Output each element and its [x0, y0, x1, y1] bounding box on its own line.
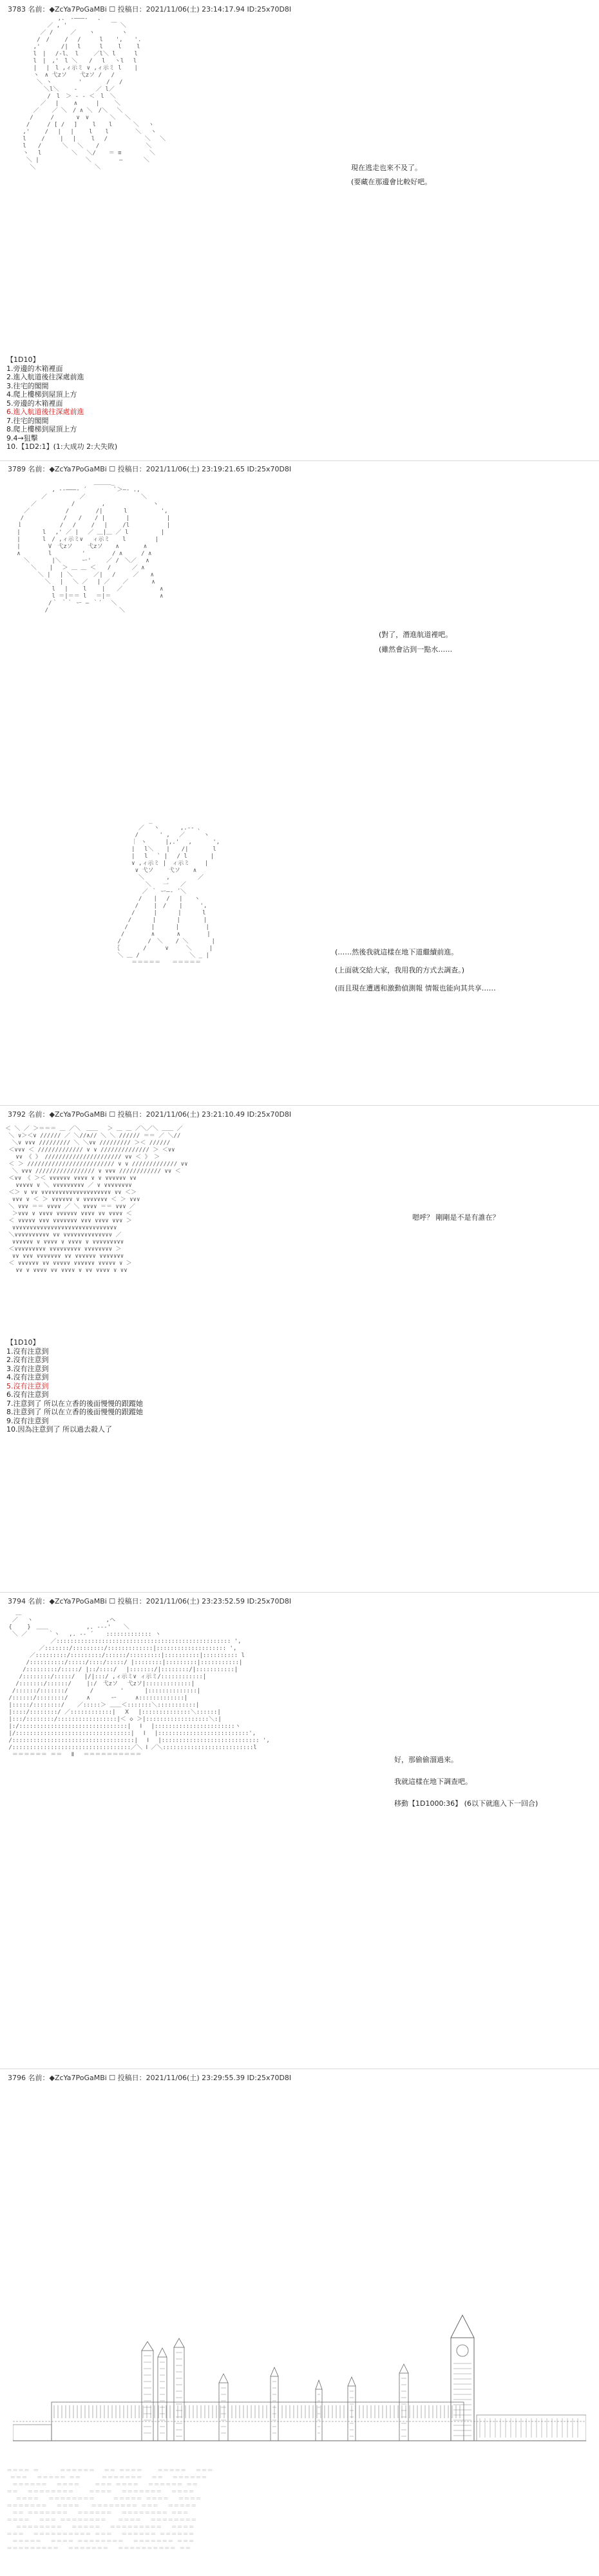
dice-title: 【1D10】: [6, 1338, 40, 1347]
speech-line-2: (要藏在那邊會比較好吧。: [351, 178, 432, 186]
ascii-art-figure: ,. -―――- . ／ , ' ￣ ＼ ／ / ／ ヽ ヽ / / / / l ', '. ,' /| l l l l l | /‐l、 l ／l＼ l l l | ,' l ＼ / l ヽl l | | l ,ィ示ミ ∨ ,ィ示ミ l | ヽ ∧ 弋zソ 弋zソ / / ＼ ヽ ' / / ＼l＼ ‐ ／ l／ / l ＞ ‐ ‐ ＜ l ＼ ／ | ∧ | ＼ ／ ／ ＼ / ∧ ＼ /＼ ＼ / / ∨ ∨ ＼ ＼ / / [ / ] l l ＼ ヽ ,' / | | l l ＼ ヽ l / | | l / ＼ ＼ l / ＼ ＼ / ＼ ヽ l ＼ ＼/ ＝ ≡ ＼ ＼ | ＼ ― ＼ ＼ ＼: [23, 15, 166, 171]
dice-option: 7.往宅的閣間: [6, 416, 49, 425]
dice-option: 3.往宅的閣間: [6, 381, 49, 390]
speech-line-2: 我就這樣在地下調查吧。: [394, 1777, 472, 1786]
dice-option: 10.因為注意到了 所以過去殺人了: [6, 1425, 112, 1434]
dice-option: 9.沒有注意到: [6, 1416, 49, 1425]
post-divider: [0, 1592, 599, 1593]
ascii-art-water: ＝＝＝＝ ＝ ＝＝＝＝＝＝ ＝＝ ＝＝＝＝ ＝＝＝＝＝ ＝＝＝ ＝＝＝ ＝＝＝＝＝ ＝＝ ＝＝＝＝＝＝＝ ＝＝ ＝＝＝＝＝＝ ＝＝＝＝＝＝ ＝＝＝＝ ＝＝＝ ＝＝＝＝ ＝＝＝＝＝＝ ＝＝ ＝＝ ＝＝＝＝＝＝＝＝ ＝＝＝＝ ＝＝＝＝＝＝＝ ＝＝＝＝ ＝＝＝＝ ＝＝＝＝＝＝＝＝ ＝＝＝＝＝ ＝＝＝＝ ＝＝＝＝ ＝＝＝＝＝＝＝ ＝＝＝＝ ＝＝＝＝＝＝＝＝ ＝＝＝ ＝＝＝＝＝ ＝＝ ＝＝＝＝＝＝＝ ＝＝＝＝＝＝ ＝＝＝＝＝＝＝＝ ＝＝＝ ＝＝＝＝ ＝＝＝ ＝＝＝＝＝＝＝＝ ＝＝＝＝ ＝＝＝＝＝＝＝＝ ＝＝＝＝＝＝＝＝ ＝＝＝＝＝ ＝＝＝＝＝＝＝＝＝ ＝＝＝＝ ＝＝＝ ＝＝＝＝＝＝＝＝＝＝ ＝＝＝ ＝＝＝＝＝＝ ＝＝＝＝＝＝ ＝＝＝＝＝ ＝＝＝＝ ＝＝＝＝＝＝＝＝ ＝＝＝＝＝＝＝ ＝＝＝ ＝＝＝＝＝＝＝＝＝ ＝＝＝＝＝＝＝ ＝＝＝＝＝＝＝＝＝＝ ＝＝: [6, 2468, 213, 2552]
post-header: 3789 名前：◆ZcYa7PoGaMBi ☐ 投稿日：2021/11/06(土) 23:19:21.65 ID:25x70D8I: [8, 465, 292, 473]
dice-option: 8.爬上樓梯到屋頂上方: [6, 425, 77, 433]
dice-title: 【1D10】: [6, 355, 40, 364]
post-header: 3792 名前：◆ZcYa7PoGaMBi ☐ 投稿日：2021/11/06(土) 23:21:10.49 ID:25x70D8I: [8, 1110, 292, 1119]
ascii-art-figure: ＿ ／ ヽ ,ヘ { } ＿＿ ,. -‐‐' ＼ ＼ ／ ｀ヽ ,. -‐ ´ ::::::::::::: ヽ ／:::::::::::::::::::::::::::::::::::::::::::::::::: ', ／:::::::/:::::::::/:::::::::::::|:::::::::::::::::::: ', ／:::::::::/:::::::::/::::::/:::::::::|::::::::::|:::::::::: l /::::::::::/:::::/::::/:::::/ |::::::::|:::::::::|:::::::::::| /:::::::::/:::::/ |::/::::/ |:::::::/|::::::::/|:::::::::::| /::::::::/:::::/ |/|:::/ ,ィ示ミ∨ ィ示ミ/::::::::::::| /:::::::/::::::/ |:/ 弋zソ 弋zソ|:::::::::::::| /::::::/:::::::/ / ' |::::::::::::::| /::::::/::::::::/ ∧ ー ∧:::::::::::::| |:::::/::::::::/ ／:::::＞ ＿＿＜:::::::＼:::::::::::| |::::/::::::::/ ／::::::::::::| Ⅹ |::::::::::::::＼::::::| |:::/::::::::/:::::::::::::::::|＜ ◇ ＞|::::::::::::::::::＼:| |:/:::::::::::::::::::::::::::::::| Ⅰ |:::::::::::::::::::::::ヽ |/:::::::::::::::::::::::::::::::::| Ⅰ |::::::::::::::::::::::::::', /:::::::::::::::::::::::::::::::::::| Ⅰ |:::::::::::::::::::::::::::: ', /::::::::::::::::::::::::::::::::::／＼ Ⅰ ／＼::::::::::::::::::::::::::l ＝＝＝＝＝＝ ＝＝ Ⅱ ＝＝＝＝＝＝＝＝＝＝: [8, 1610, 270, 1758]
speech-line-1: (……然後我就這樣在地下道繼續前進。: [335, 948, 459, 956]
post-divider: [0, 1105, 599, 1106]
ascii-art-figure: ＜ ＼ ／ ＞＝＝＝ ＿ ／＼ ＿＿ ＞ ＿ ＿ ／＼／＼ ＿＿ ／ ＼ ∨＞＜∨ ////// ／ ＼//∧// ＼ ＼ ////// ＝＝ ／ ＼// ＼∨ ∨∨∨ ///////// ＼ ＼∨∨ ///////// ＞＜ ////// ＜∨∨∨ ＜ ///////////// ∨ ∨ ////////////// ＞ ＜∨∨ ∨∨ 《 》 ////////////////////// ∨∨ ＜ 》 ＞ ＜ ＞ ///////////////////////// ∨ ∨ ///////////// ∨∨ ＼ ∨∨∨ ///////////////// ∨ ∨∨∨ //////////// ∨∨ ＜ ＜∨∨ 《 ＞＜ ∨∨∨∨∨∨ ∨∨∨∨ ∨ ∨ ∨∨∨∨∨∨ ∨∨ ∨∨∨∨∨ ∨ ＼ ∨∨∨∨∨∨∨∨∨ ／ ∨ ∨∨∨∨∨∨∨∨ ＜＞ ∨ ∨∨ ∨∨∨∨∨∨∨∨∨∨∨∨∨∨∨∨∨∨∨∨ ∨∨ ＜＞ ∨∨∨ ∨ ＜ ＞ ∨∨∨∨∨∨ ∨ ∨∨∨∨∨∨∨ ＜ ＞ ∨∨∨ ＼ ∨∨∨ ＝＝ ∨∨∨∨ ／ ＼ ∨∨∨∨ ＝＝ ∨∨∨ ／ ＞∨∨∨ ∨ ∨∨∨∨ ∨∨∨∨∨∨ ∨∨∨∨ ∨∨ ∨∨∨∨ ＜ ＜ ∨∨∨∨∨ ∨∨∨ ∨∨∨∨∨∨∨ ∨∨∨ ∨∨∨∨ ∨∨∨ ＞ ∨∨∨∨∨∨∨∨∨∨∨∨∨∨∨∨∨∨∨∨∨∨∨∨∨∨∨∨∨∨ ＼∨∨∨∨∨∨∨∨∨∨ ∨∨ ∨∨∨∨∨∨∨∨∨∨∨∨∨∨ ／ ∨∨∨∨∨∨ ∨ ∨∨∨∨ ∨ ∨∨∨∨ ∨ ∨∨∨∨∨∨∨∨∨ ＜∨∨∨∨∨∨∨∨∨ ∨∨∨∨∨∨∨∨∨ ∨∨∨∨∨∨∨∨ ＞ ∨∨ ∨∨∨ ∨∨∨∨∨∨∨ ∨∨ ∨∨∨∨∨∨ ∨∨∨∨∨∨∨ ＜ ∨∨∨∨∨∨ ∨∨ ∨∨∨∨∨ ∨∨∨∨∨∨ ∨∨∨∨∨ ∨ ＞ ∨∨ ∨ ∨∨∨∨ ∨∨ ∨∨∨∨ ∨ ∨∨ ∨∨∨∨ ∨ ∨∨: [5, 1126, 188, 1274]
dice-option: 2.沒有注意到: [6, 1356, 49, 1364]
dice-option: 5.旁邊的木箱裡面: [6, 399, 63, 408]
post-header: 3794 名前：◆ZcYa7PoGaMBi ☐ 投稿日：2021/11/06(土) 23:23:52.59 ID:25x70D8I: [8, 1597, 292, 1605]
dice-option: 6.沒有注意到: [6, 1390, 49, 1399]
dice-option: 7.注意到了 所以在立香的後面慢慢的跟蹤她: [6, 1399, 143, 1408]
ascii-art-figure: ＿＿＿_ , -‐―――‐ ´ `＞―- ., ／ ／ ＼ ／ / , ヽ ／ / /| l ', / / / / | | | ｌ / / / | /l | | l ,' ／ | ／ ＿|＿ ／ l | | l / ,ィ示ミ∨ ィ示ミ l | | V 弋zソ 弋zソ ∧ ∧ ∧ l ' / ∧ / ∧ ＼ |＼ ー' ／ / ＼／ ∧ ＼ | ＞ ＿ ＿ ＜ / ／ ∧ ＼ | | ＼ ／| / ／ ∧ ＼ | ＼ ／ | ／ ／ ∧ l | l | ／ ∧ l ＝|＝＝ l ＝|＝ ∧ /｀ ｀｀ ー ― ｀´ ＼ / ＼: [17, 480, 171, 614]
ascii-art-figure: _ ／ ヽ ,.-‐ ､ / ' , ／ ヽ ｜ ヽ |,.' , ', | l＼ | /| l | l ` | / l | ∨ ,ィ示ミ | ィ示ミ | ∨ 弋ソ 弋ソ ∧ ＼ , ／ ＼ 一 ／ ／ ｀ ー―‐ ´＼ / | / | ヽ / | / | ', / | | l / | | | / | | | / ∧ ∧ | / / ＼ / ＼ | ｛ / ∨ ＼ | ＼ ＿ / ＼ _ | ＝＝＝＝＝ ＝＝＝＝＝: [114, 818, 220, 966]
speech-line-3: (而且現在遭遇和激動偵測報 情報也能向其共享……: [335, 984, 496, 992]
post-divider: [0, 460, 599, 461]
post-header: 3796 名前：◆ZcYa7PoGaMBi ☐ 投稿日：2021/11/06(土) 23:29:55.39 ID:25x70D8I: [8, 2074, 292, 2082]
dice-option: 9.4→狙擊: [6, 433, 38, 442]
dice-roll-list: [6, 355, 117, 451]
dice-option-selected: 5.沒有注意到: [6, 1381, 49, 1390]
dice-option: 4.爬上樓梯到屋頂上方: [6, 390, 77, 399]
dice-option: 1.旁邊的木箱裡面: [6, 364, 63, 373]
dice-option: 4.沒有注意到: [6, 1373, 49, 1381]
dice-option: 8.注意到了 所以在立香的後面慢慢的跟蹤她: [6, 1408, 143, 1416]
city-skyline-illustration: [13, 2312, 586, 2454]
speech-line-1: 嗯呼？ 剛剛是不是有誰在？: [412, 1213, 500, 1222]
dice-option: 2.進入航道後往深處前進: [6, 373, 84, 381]
dice-option: 3.沒有注意到: [6, 1364, 49, 1373]
post-header: 3783 名前：◆ZcYa7PoGaMBi ☐ 投稿日：2021/11/06(土) 23:14:17.94 ID:25x70D8I: [8, 5, 292, 14]
speech-line-2: (上面就交給大家，我用我的方式去調查。): [335, 966, 465, 974]
dice-option-selected: 6.進入航道後往深處前進: [6, 408, 84, 416]
dice-option: 10.【1D2:1】(1:大成功 2:大失敗): [6, 442, 118, 451]
speech-line-1: 現在逃走也來不及了。: [351, 164, 422, 172]
speech-line-2: (雖然會沾到一點水……: [379, 645, 453, 654]
speech-line-3: 移動【1D1000:36】 (6以下就進入下一回合): [394, 1799, 538, 1808]
speech-line-1: (對了，潛進航道裡吧。: [379, 630, 453, 639]
speech-line-1: 好，那偷偷溜過來。: [394, 1756, 458, 1764]
dice-option: 1.沒有注意到: [6, 1347, 49, 1356]
dice-roll-list: [6, 1338, 143, 1434]
